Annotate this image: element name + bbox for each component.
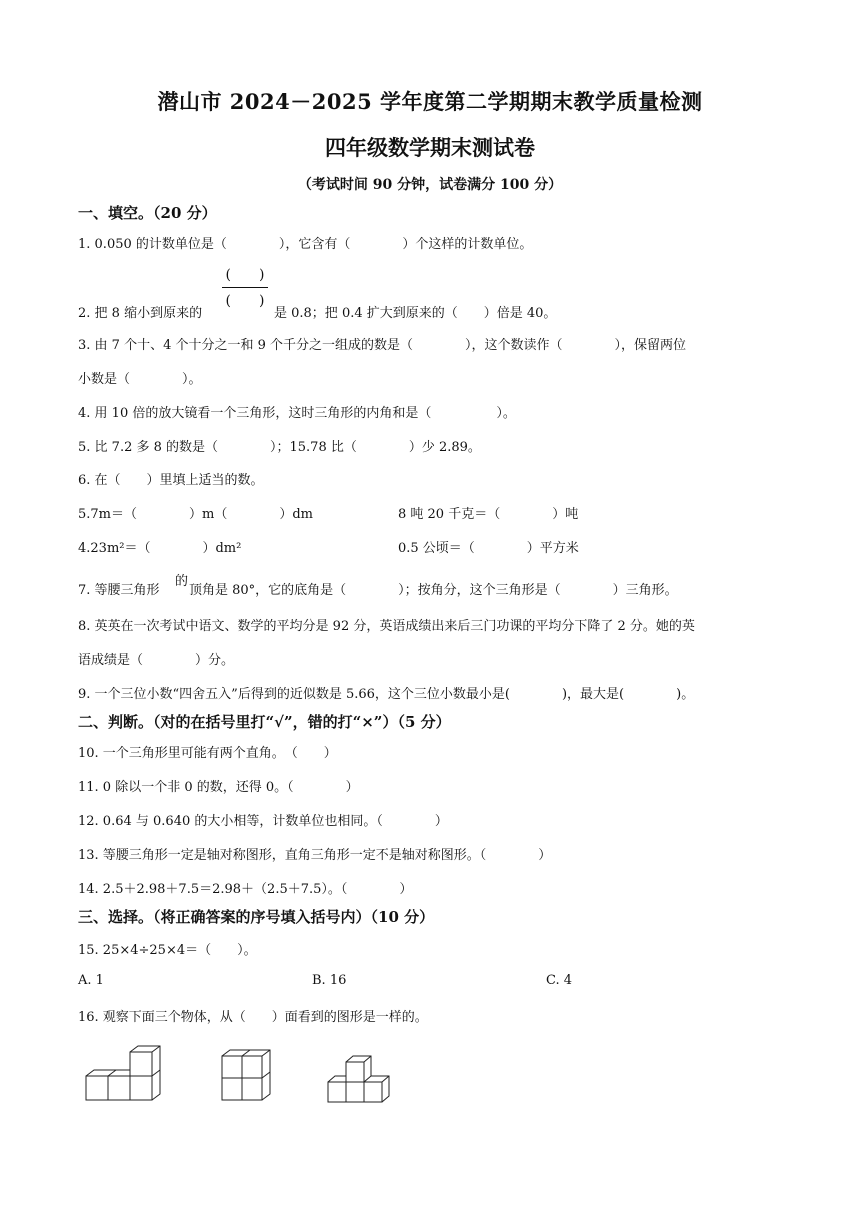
question-12: 12. 0.64 与 0.640 的大小相等，计数单位也相同。（ ） — [78, 814, 448, 829]
section-heading-judge: 二、判断。（对的在括号里打“√”，错的打“×”）（5 分） — [78, 713, 451, 731]
question-7-part-a: 7. 等腰三角形 — [78, 583, 160, 598]
question-16: 16. 观察下面三个物体，从（ ）面看到的图形是一样的。 — [78, 1010, 428, 1025]
question-10: 10. 一个三角形里可能有两个直角。 （ ） — [78, 746, 337, 761]
cube-figures — [80, 1044, 420, 1114]
question-5: 5. 比 7.2 多 8 的数是（ ）；15.78 比（ ）少 2.89。 — [78, 440, 481, 455]
question-15: 15. 25×4÷25×4＝（ ）。 — [78, 943, 257, 958]
question-7-part-b: 顶角是 80°，它的底角是（ ）；按角分，这个三角形是（ ）三角形。 — [189, 583, 678, 598]
question-9: 9. 一个三位小数“四舍五入”后得到的近似数是 5.66，这个三位小数最小是( )，最大是( )。 — [78, 687, 695, 702]
choice-a: A. 1 — [78, 973, 104, 988]
page-title: 潜山市 2024－2025 学年度第二学期期末教学质量检测 — [157, 89, 703, 114]
section-heading-fill: 一、填空。（20 分） — [78, 204, 217, 222]
question-2-part-a: 2. 把 8 缩小到原来的 — [78, 306, 203, 321]
fraction-bar — [222, 287, 268, 288]
question-4: 4. 用 10 倍的放大镜看一个三角形，这时三角形的内角和是（ ）。 — [78, 406, 516, 421]
section-heading-choice: 三、选择。（将正确答案的序号填入括号内）（10 分） — [78, 908, 435, 926]
question-1: 1. 0.050 的计数单位是（ ），它含有（ ）个这样的计数单位。 — [78, 237, 533, 252]
choice-c: C. 4 — [546, 973, 573, 988]
question-6-item-c: 4.23m²＝（ ）dm² — [78, 541, 242, 556]
page-subtitle: 四年级数学期末测试卷 — [325, 135, 535, 160]
question-8-line-2: 语成绩是（ ）分。 — [78, 653, 235, 668]
question-13: 13. 等腰三角形一定是轴对称图形，直角三角形一定不是轴对称图形。（ ） — [78, 848, 552, 863]
cube-figure-3 — [328, 1056, 389, 1102]
question-3-line-1: 3. 由 7 个十、4 个十分之一和 9 个千分之一组成的数是（ ），这个数读作（ ），保留两位 — [78, 338, 687, 353]
fraction-denominator: ( ) — [225, 293, 265, 309]
question-7-raised-char: 的 — [175, 574, 189, 589]
cube-figure-1 — [86, 1046, 160, 1100]
question-6-item-a: 5.7m＝（ ）m（ ）dm — [78, 507, 313, 522]
question-3-line-2: 小数是（ ）。 — [78, 372, 202, 387]
question-2-part-b: 是 0.8；把 0.4 扩大到原来的（ ）倍是 40。 — [274, 306, 557, 321]
question-6-item-d: 0.5 公顷＝（ ）平方米 — [398, 541, 579, 556]
question-14: 14. 2.5＋2.98＋7.5＝2.98＋（2.5＋7.5）。（ ） — [78, 882, 413, 897]
question-11: 11. 0 除以一个非 0 的数，还得 0。（ ） — [78, 780, 359, 795]
question-6-item-b: 8 吨 20 千克＝（ ）吨 — [398, 507, 579, 522]
question-6: 6. 在（ ）里填上适当的数。 — [78, 473, 264, 488]
fraction-numerator: ( ) — [225, 267, 265, 283]
exam-note: （考试时间 90 分钟，试卷满分 100 分） — [297, 177, 563, 193]
fraction-blank — [220, 264, 270, 312]
cube-figure-2 — [222, 1050, 270, 1100]
question-8-line-1: 8. 英英在一次考试中语文、数学的平均分是 92 分，英语成绩出来后三门功课的平均分下降了 2 分。她的英 — [78, 619, 695, 634]
choice-b: B. 16 — [312, 973, 347, 988]
